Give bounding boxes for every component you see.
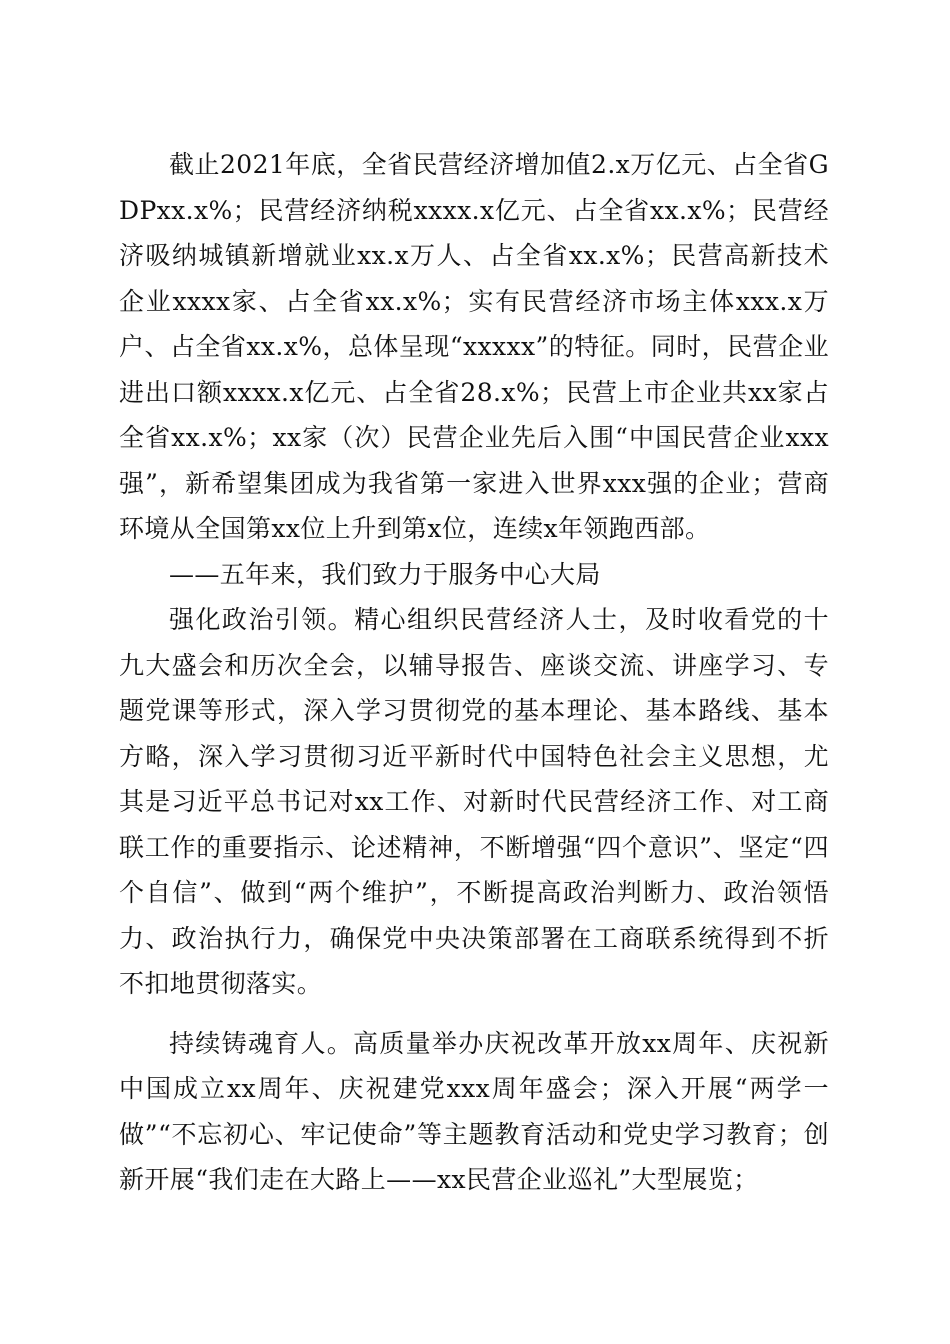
document-body: [119, 142, 829, 1203]
paragraph-political-guidance: 强化政治引领。精心组织民营经济人士，及时收看党的十九大盛会和历次全会，以辅导报告、座谈交流、讲座学习、专题党课等形式，深入学习贯彻党的基本理论、基本路线、基本方略，深入学习贯彻习近平新时代中国特色社会主义思想，尤其是习近平总书记对xx工作、对新时代民营经济工作、对工商联工作的重要指示、论述精神，不断增强“四个意识”、坚定“四个自信”、做到“两个维护”，不断提高政治判断力、政治领悟力、政治执行力，确保党中央决策部署在工商联系统得到不折不扣地贯彻落实。: [119, 605, 829, 998]
paragraph-economy-statistics: 截止2021年底，全省民营经济增加值2.x万亿元、占全省GDPxx.x%；民营经济纳税xxxx.x亿元、占全省xx.x%；民营经济吸纳城镇新增就业xx.x万人、占全省xx.x%；民营高新技术企业xxxx家、占全省xx.x%；实有民营经济市场主体xxx.x万户、占全省xx.x%，总体呈现“xxxxx”的特征。同时，民营企业进出口额xxxx.x亿元、占全省28.x%；民营上市企业共xx家占全省xx.x%；xx家（次）民营企业先后入围“中国民营企业xxx强”，新希望集团成为我省第一家进入世界xxx强的企业；营商环境从全国第xx位上升到第x位，连续x年领跑西部。: [119, 150, 829, 543]
section-heading-serve-overall-situation: ——五年来，我们致力于服务中心大局: [169, 559, 601, 589]
paragraph-cultivate-people: 持续铸魂育人。高质量举办庆祝改革开放xx周年、庆祝新中国成立xx周年、庆祝建党xxx周年盛会；深入开展“两学一做”“不忘初心、牢记使命”等主题教育活动和党史学习教育；创新开展“我们走在大路上——xx民营企业巡礼”大型展览；: [119, 1028, 829, 1194]
